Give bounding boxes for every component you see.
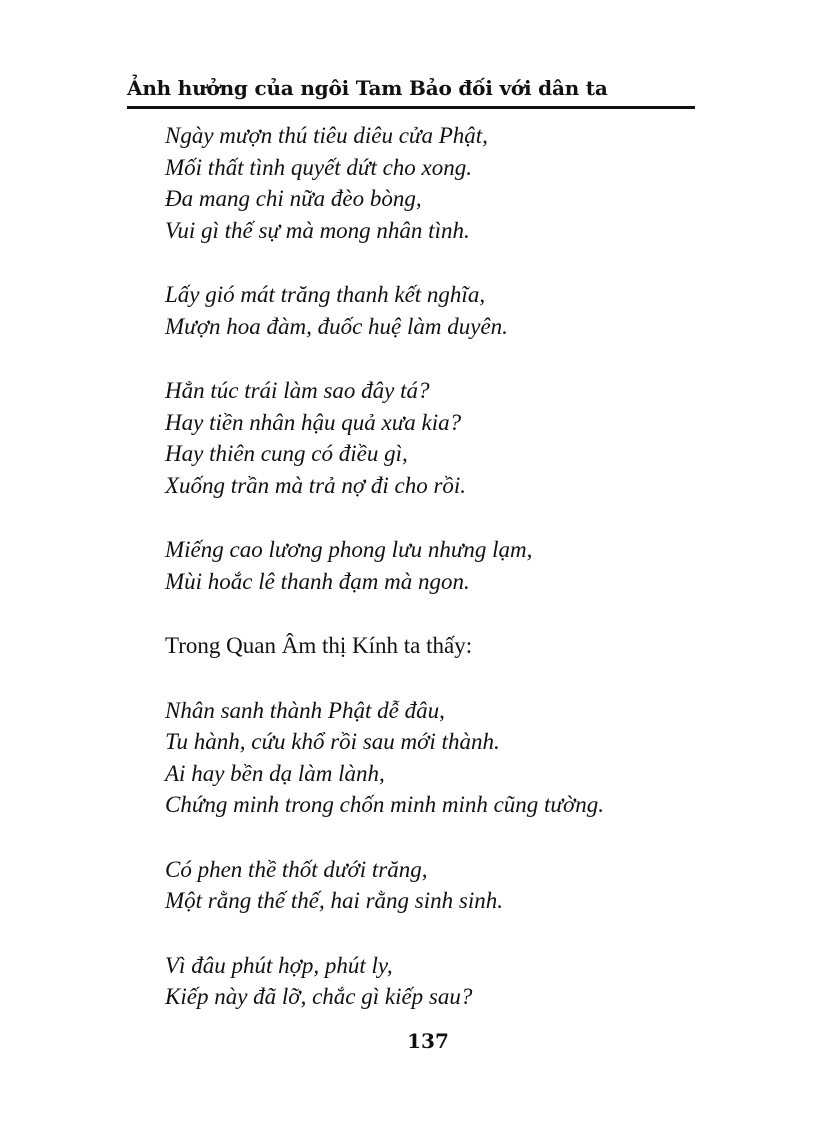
verse-line: Miếng cao lương phong lưu nhưng lạm, [165,537,533,562]
running-header [127,74,695,109]
intro-text: Trong Quan Âm thị Kính ta thấy: [165,633,473,658]
verse-line: Mối thất tình quyết dứt cho xong. [165,154,473,180]
verse-line: Tu hành, cứu khổ rồi sau mới thành. [165,729,500,754]
stanza [165,854,765,917]
verse-line: Vì đâu phút hợp, phút ly, [165,952,393,978]
verse-line: Lấy gió mát trăng thanh kết nghĩa, [165,282,486,307]
verse-line: Chứng minh trong chốn minh minh cũng tường. [165,792,604,817]
verse-line: Mượn hoa đàm, đuốc huệ làm duyên. [165,313,508,339]
verse-line: Mùi hoắc lê thanh đạm mà ngon. [165,568,470,594]
verse-line: Hay thiên cung có điều gì, [165,441,408,466]
verse-line: Xuống trần mà trả nợ đi cho rồi. [165,472,467,498]
verse-line: Nhân sanh thành Phật dễ đâu, [165,697,445,723]
verse-line: Kiếp này đã lỡ, chắc gì kiếp sau? [165,984,473,1009]
stanza [165,695,765,821]
verse-line: Hẳn túc trái làm sao đây tá? [165,378,430,403]
stanza [165,120,765,246]
verse-line: Ngày mượn thú tiêu diêu cửa Phật, [165,123,488,148]
stanza [165,375,765,501]
header-title: Ảnh hưởng của ngôi Tam Bảo đối với dân ta [127,76,608,100]
verse-line: Đa mang chi nữa đèo bòng, [165,186,422,211]
stanza [165,279,765,342]
poem-body [165,120,765,1046]
page-number: 137 [407,1029,449,1053]
verse-line: Ai hay bền dạ làm lành, [165,760,385,786]
verse-line: Có phen thề thốt dưới trăng, [165,856,428,882]
verse-line: Hay tiền nhân hậu quả xưa kia? [165,409,462,435]
verse-line: Một rằng thế thế, hai rằng sinh sinh. [165,888,503,913]
stanza [165,950,765,1013]
stanza [165,534,765,597]
verse-line: Vui gì thế sự mà mong nhân tình. [165,217,470,243]
